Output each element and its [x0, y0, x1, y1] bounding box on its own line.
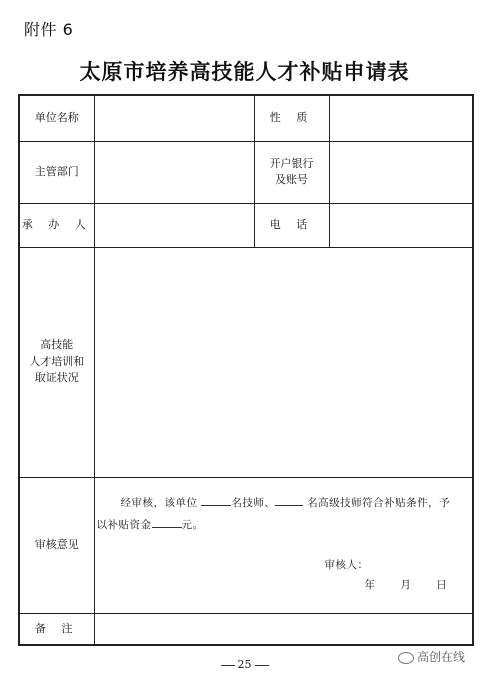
watermark-text: 高创在线	[417, 650, 466, 664]
remarks-label: 备 注	[19, 613, 94, 645]
authority-label: 主管部门	[19, 141, 94, 203]
review-text-d: 以补贴资金	[96, 518, 152, 531]
training-label-line2: 人才培训和	[29, 354, 85, 368]
row-authority	[19, 141, 473, 203]
row-training	[19, 247, 473, 477]
nature-field[interactable]	[329, 95, 473, 141]
technician-count-blank[interactable]	[201, 496, 231, 506]
bank-field[interactable]	[329, 141, 473, 203]
form-title: 太原市培养高技能人才补贴申请表	[79, 59, 410, 84]
bank-label-line1: 开户银行	[269, 156, 314, 170]
page-number-text: 25	[237, 658, 252, 671]
training-field[interactable]	[94, 247, 473, 477]
bank-label-line2: 及账号	[275, 173, 308, 186]
review-text-a: 经审核，该单位	[120, 496, 202, 509]
authority-field[interactable]	[94, 141, 254, 203]
row-remarks	[19, 613, 473, 645]
review-date	[365, 578, 469, 594]
bank-label	[254, 141, 329, 203]
senior-technician-count-blank[interactable]	[275, 496, 303, 506]
review-label: 审核意见	[19, 477, 94, 613]
page-dash-left	[221, 665, 235, 666]
phone-field[interactable]	[329, 203, 473, 247]
month-label: 月	[400, 578, 411, 591]
review-text-c: 名高级技师符合补贴条件，予	[303, 496, 451, 509]
training-label-line1: 高技能	[40, 338, 74, 352]
application-form-table	[18, 94, 474, 646]
remarks-field[interactable]	[94, 613, 473, 645]
page-number	[0, 658, 489, 671]
handler-label: 承 办 人	[19, 203, 94, 247]
row-review	[19, 477, 473, 613]
day-label: 日	[436, 578, 447, 591]
review-statement-line1	[121, 496, 451, 512]
nature-label: 性 质	[254, 95, 329, 141]
handler-field[interactable]	[94, 203, 254, 247]
unit-name-label: 单位名称	[19, 95, 94, 141]
review-field	[94, 477, 473, 613]
year-label: 年	[364, 578, 375, 591]
subsidy-amount-blank[interactable]	[152, 518, 182, 528]
review-text-b: 名技师、	[231, 496, 276, 509]
training-label-line3: 取证状况	[34, 371, 79, 385]
review-statement-line2	[97, 518, 204, 534]
review-text-e: 元。	[181, 518, 204, 531]
row-unit-name	[19, 95, 473, 141]
unit-name-field[interactable]	[94, 95, 254, 141]
annex-label: 附件 6	[24, 20, 74, 39]
row-handler	[19, 203, 473, 247]
page-dash-right	[255, 665, 269, 666]
phone-label: 电 话	[254, 203, 329, 247]
reviewer-label: 审核人：	[324, 558, 369, 571]
training-label	[19, 247, 94, 477]
